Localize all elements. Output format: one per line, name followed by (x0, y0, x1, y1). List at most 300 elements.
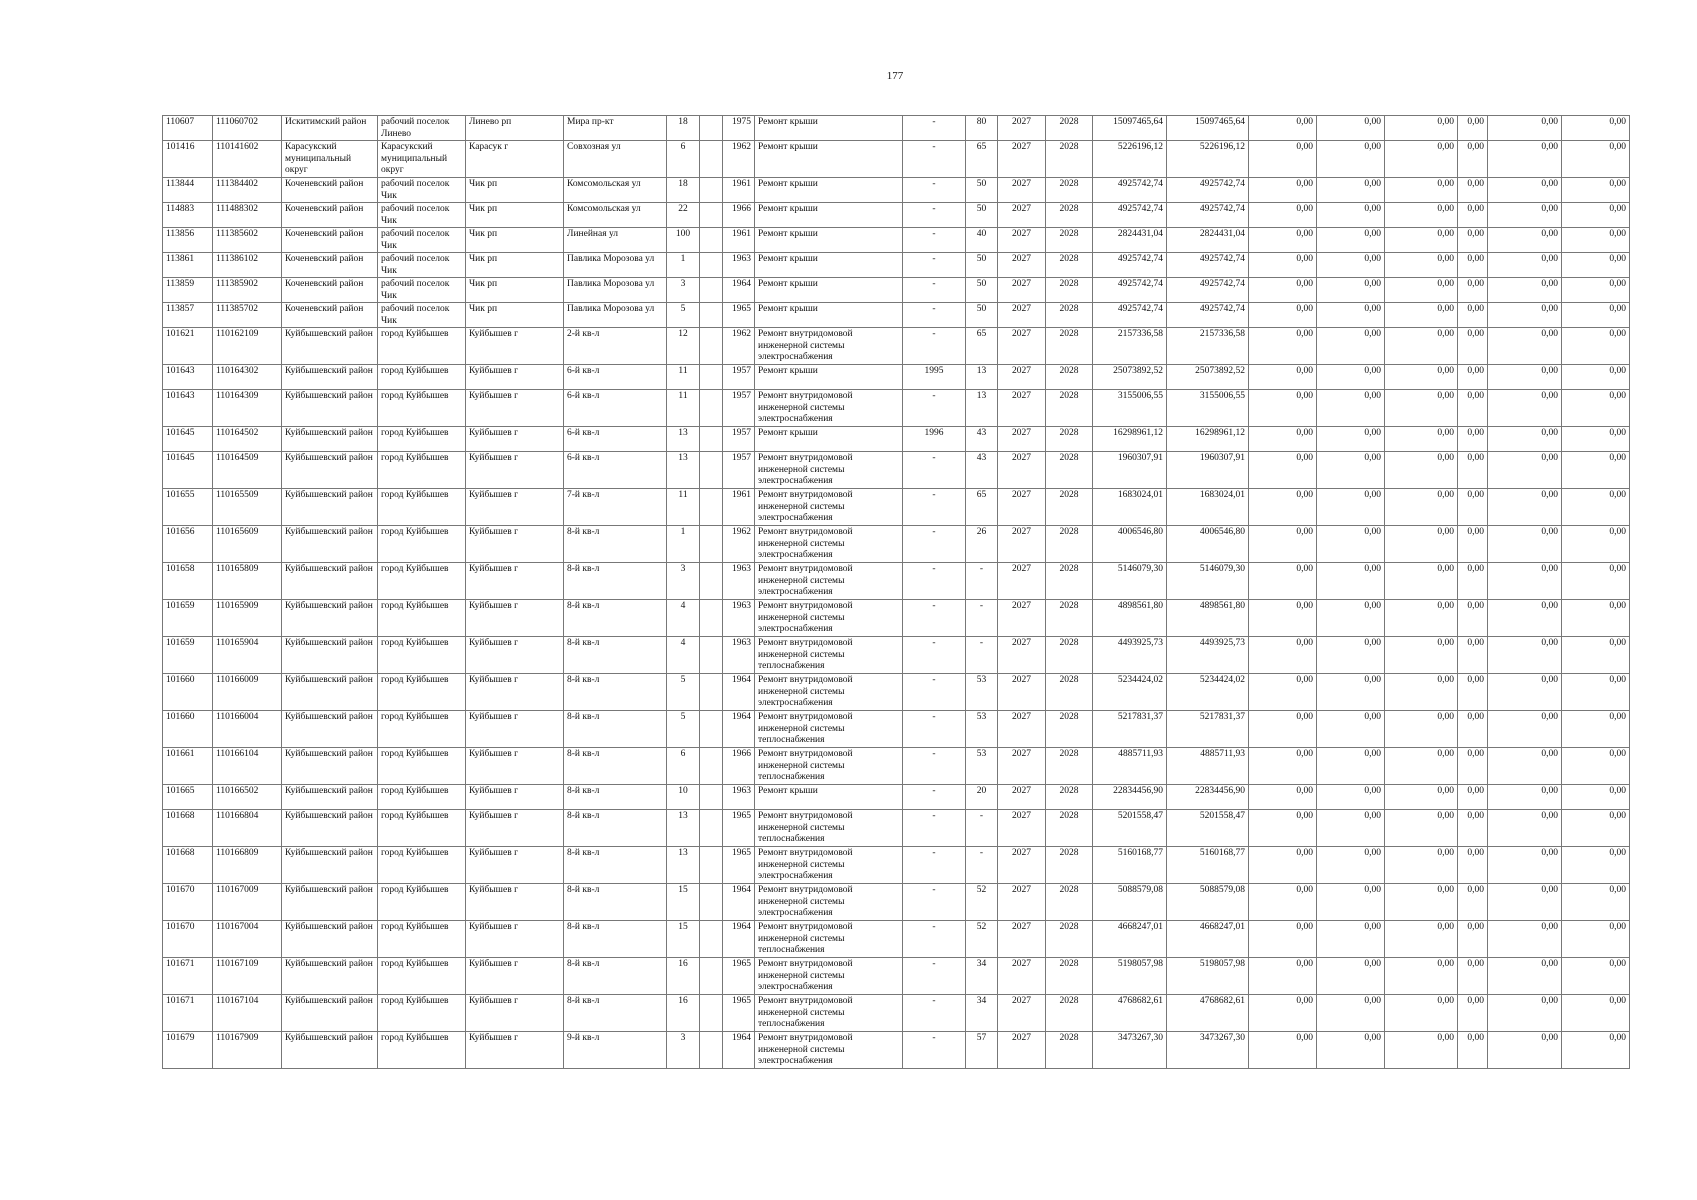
table-cell: 53 (966, 711, 998, 748)
table-cell: - (903, 452, 966, 489)
table-cell: Павлика Морозова ул (564, 278, 667, 303)
table-cell: 0,00 (1488, 884, 1562, 921)
table-cell: 110167109 (213, 958, 282, 995)
table-cell: 2027 (998, 228, 1046, 253)
table-cell: 101416 (163, 141, 213, 178)
table-cell: 2028 (1046, 785, 1093, 810)
table-cell: 0,00 (1317, 847, 1385, 884)
table-cell: 1957 (723, 427, 755, 452)
table-row (163, 489, 1630, 526)
table-cell: Чик рп (466, 278, 564, 303)
table-cell: 0,00 (1562, 303, 1630, 328)
table-cell: 2028 (1046, 141, 1093, 178)
table-cell: Куйбышевский район (282, 748, 378, 785)
table-row (163, 452, 1630, 489)
table-cell: 6-й кв-л (564, 427, 667, 452)
table-cell: 0,00 (1488, 810, 1562, 847)
table-cell: 0,00 (1562, 253, 1630, 278)
table-cell: 0,00 (1385, 328, 1458, 365)
table-cell: 0,00 (1249, 390, 1317, 427)
table-cell: 4006546,80 (1167, 526, 1249, 563)
table-cell: 50 (966, 278, 998, 303)
table-cell (700, 489, 723, 526)
table-cell: 0,00 (1562, 600, 1630, 637)
table-cell: - (903, 328, 966, 365)
table-cell: - (903, 674, 966, 711)
table-cell: 1961 (723, 489, 755, 526)
table-cell: Ремонт внутридомовой инженерной системы электроснабжения (755, 600, 903, 637)
table-cell: 13 (966, 390, 998, 427)
table-cell: 110166809 (213, 847, 282, 884)
table-cell: Куйбышев г (466, 365, 564, 390)
table-cell: Куйбышев г (466, 390, 564, 427)
table-cell: 1964 (723, 1032, 755, 1069)
table-cell: 0,00 (1562, 365, 1630, 390)
table-cell: Чик рп (466, 253, 564, 278)
table-cell: - (966, 847, 998, 884)
table-cell: - (903, 810, 966, 847)
table-cell: 110164509 (213, 452, 282, 489)
table-cell: 0,00 (1562, 958, 1630, 995)
table-body (163, 116, 1630, 1069)
table-cell: 110141602 (213, 141, 282, 178)
table-cell: 113856 (163, 228, 213, 253)
table-cell: 110166502 (213, 785, 282, 810)
table-cell: 1963 (723, 253, 755, 278)
table-cell (700, 711, 723, 748)
table-cell: 3155006,55 (1093, 390, 1167, 427)
table-cell: 2028 (1046, 328, 1093, 365)
table-cell: 1966 (723, 203, 755, 228)
table-cell: Карасукский муниципальный округ (378, 141, 466, 178)
table-cell: 0,00 (1458, 995, 1488, 1032)
table-row (163, 1032, 1630, 1069)
table-cell: 0,00 (1488, 178, 1562, 203)
table-cell: Куйбышевский район (282, 785, 378, 810)
table-cell: Ремонт крыши (755, 178, 903, 203)
table-cell: 1964 (723, 884, 755, 921)
table-cell: Куйбышевский район (282, 390, 378, 427)
table-cell: 2028 (1046, 278, 1093, 303)
table-row (163, 203, 1630, 228)
table-cell: 8-й кв-л (564, 785, 667, 810)
table-cell: 0,00 (1249, 1032, 1317, 1069)
table-cell: 0,00 (1458, 958, 1488, 995)
table-cell: 0,00 (1562, 526, 1630, 563)
table-cell: 15 (667, 921, 700, 958)
table-cell: Ремонт внутридомовой инженерной системы теплоснабжения (755, 810, 903, 847)
table-cell: Чик рп (466, 203, 564, 228)
table-row (163, 253, 1630, 278)
table-cell: 2028 (1046, 1032, 1093, 1069)
table-cell: рабочий поселок Чик (378, 253, 466, 278)
table-cell: 2027 (998, 253, 1046, 278)
table-cell: 4925742,74 (1167, 253, 1249, 278)
table-row (163, 390, 1630, 427)
table-cell: 0,00 (1249, 427, 1317, 452)
table-cell: 0,00 (1317, 884, 1385, 921)
table-cell: 2028 (1046, 253, 1093, 278)
table-cell: рабочий поселок Чик (378, 228, 466, 253)
table-cell: 2027 (998, 203, 1046, 228)
table-cell: Линейная ул (564, 228, 667, 253)
table-cell: 0,00 (1458, 278, 1488, 303)
table-cell: 0,00 (1317, 116, 1385, 141)
table-cell: 0,00 (1562, 810, 1630, 847)
table-cell: 5217831,37 (1167, 711, 1249, 748)
table-cell: 57 (966, 1032, 998, 1069)
table-cell: Куйбышевский район (282, 958, 378, 995)
table-cell: 0,00 (1562, 489, 1630, 526)
table-cell: 1961 (723, 178, 755, 203)
table-cell: 4885711,93 (1167, 748, 1249, 785)
table-cell: 0,00 (1562, 427, 1630, 452)
table-cell: 110166009 (213, 674, 282, 711)
table-cell: 1962 (723, 328, 755, 365)
table-cell: Ремонт внутридомовой инженерной системы теплоснабжения (755, 921, 903, 958)
table-cell: 0,00 (1458, 178, 1488, 203)
table-cell: 0,00 (1317, 637, 1385, 674)
table-cell: 111060702 (213, 116, 282, 141)
table-cell: 2028 (1046, 365, 1093, 390)
table-cell: 1683024,01 (1093, 489, 1167, 526)
table-cell: 0,00 (1249, 995, 1317, 1032)
table-cell: 0,00 (1458, 637, 1488, 674)
table-cell: 5160168,77 (1167, 847, 1249, 884)
table-cell: Ремонт внутридомовой инженерной системы электроснабжения (755, 526, 903, 563)
table-cell: город Куйбышев (378, 884, 466, 921)
table-cell: 0,00 (1458, 452, 1488, 489)
table-cell: 1965 (723, 303, 755, 328)
table-cell: город Куйбышев (378, 563, 466, 600)
table-cell: Куйбышев г (466, 526, 564, 563)
table-cell: 0,00 (1317, 958, 1385, 995)
table-cell: 8-й кв-л (564, 921, 667, 958)
table-cell: 22834456,90 (1093, 785, 1167, 810)
table-cell: - (903, 203, 966, 228)
table-cell: 111488302 (213, 203, 282, 228)
table-cell: рабочий поселок Линево (378, 116, 466, 141)
table-cell: 101661 (163, 748, 213, 785)
table-cell: 0,00 (1458, 1032, 1488, 1069)
table-cell: 0,00 (1458, 141, 1488, 178)
table-cell: 2028 (1046, 526, 1093, 563)
table-cell: Куйбышевский район (282, 452, 378, 489)
table-cell: 2027 (998, 921, 1046, 958)
table-cell: 101659 (163, 600, 213, 637)
table-row (163, 921, 1630, 958)
table-cell: 110165609 (213, 526, 282, 563)
table-cell: 3473267,30 (1093, 1032, 1167, 1069)
table-cell: 15097465,64 (1093, 116, 1167, 141)
table-cell: 2027 (998, 178, 1046, 203)
table-cell: 0,00 (1562, 228, 1630, 253)
table-cell: 2027 (998, 278, 1046, 303)
table-cell: 4925742,74 (1093, 278, 1167, 303)
table-cell: 100 (667, 228, 700, 253)
table-cell: - (903, 958, 966, 995)
table-cell: 110167009 (213, 884, 282, 921)
table-cell: 0,00 (1317, 390, 1385, 427)
table-cell: 0,00 (1562, 995, 1630, 1032)
table-cell: 110607 (163, 116, 213, 141)
table-cell: 113861 (163, 253, 213, 278)
table-cell: 0,00 (1488, 203, 1562, 228)
table-cell: 0,00 (1458, 365, 1488, 390)
table-cell: 0,00 (1488, 847, 1562, 884)
table-row (163, 178, 1630, 203)
table-cell: Коченевский район (282, 303, 378, 328)
table-cell: 4898561,80 (1093, 600, 1167, 637)
page-number: 177 (886, 70, 904, 82)
table-cell: 0,00 (1317, 228, 1385, 253)
table-cell: 0,00 (1385, 748, 1458, 785)
table-cell: 0,00 (1562, 452, 1630, 489)
table-cell: Куйбышев г (466, 711, 564, 748)
table-cell: 111385902 (213, 278, 282, 303)
table-cell: 0,00 (1458, 563, 1488, 600)
table-cell: 1965 (723, 847, 755, 884)
table-cell: 0,00 (1488, 637, 1562, 674)
table-cell: 0,00 (1458, 489, 1488, 526)
table-cell: 0,00 (1385, 785, 1458, 810)
table-cell: город Куйбышев (378, 427, 466, 452)
table-cell: 2027 (998, 116, 1046, 141)
table-cell: 8-й кв-л (564, 958, 667, 995)
table-cell: 0,00 (1385, 995, 1458, 1032)
table-cell: 43 (966, 427, 998, 452)
table-cell: 0,00 (1249, 600, 1317, 637)
table-cell (700, 178, 723, 203)
table-cell: 0,00 (1317, 328, 1385, 365)
table-cell: 4668247,01 (1167, 921, 1249, 958)
table-cell: город Куйбышев (378, 328, 466, 365)
table-cell: 0,00 (1317, 711, 1385, 748)
table-cell: 0,00 (1488, 958, 1562, 995)
table-cell: 0,00 (1562, 711, 1630, 748)
table-cell: 114883 (163, 203, 213, 228)
table-cell: 4768682,61 (1167, 995, 1249, 1032)
table-cell: 15 (667, 884, 700, 921)
table-cell: Ремонт крыши (755, 278, 903, 303)
table-cell: 0,00 (1488, 303, 1562, 328)
table-cell: 0,00 (1488, 278, 1562, 303)
table-cell: 0,00 (1249, 278, 1317, 303)
table-row (163, 427, 1630, 452)
table-cell: город Куйбышев (378, 921, 466, 958)
table-cell: 1975 (723, 116, 755, 141)
table-cell: - (903, 526, 966, 563)
table-cell: 0,00 (1562, 637, 1630, 674)
table-cell: 1957 (723, 452, 755, 489)
table-cell: 8-й кв-л (564, 711, 667, 748)
table-cell: 13 (667, 452, 700, 489)
table-cell: 0,00 (1317, 810, 1385, 847)
table-cell: 101670 (163, 884, 213, 921)
table-cell: 0,00 (1317, 141, 1385, 178)
table-cell: 5234424,02 (1167, 674, 1249, 711)
table-cell: 1965 (723, 810, 755, 847)
table-row (163, 365, 1630, 390)
table-cell: 0,00 (1249, 958, 1317, 995)
table-cell: 2027 (998, 427, 1046, 452)
table-cell (700, 563, 723, 600)
table-cell: Коченевский район (282, 253, 378, 278)
table-cell: 0,00 (1385, 452, 1458, 489)
table-cell: Куйбышевский район (282, 637, 378, 674)
table-cell: - (903, 785, 966, 810)
table-cell: 0,00 (1385, 178, 1458, 203)
table-cell: 0,00 (1249, 921, 1317, 958)
table-cell: 101643 (163, 365, 213, 390)
table-cell: - (903, 847, 966, 884)
table-cell: город Куйбышев (378, 748, 466, 785)
table-cell: 4493925,73 (1167, 637, 1249, 674)
table-cell: - (903, 563, 966, 600)
table-cell: 2027 (998, 365, 1046, 390)
table-cell: 0,00 (1458, 884, 1488, 921)
table-cell: Куйбышев г (466, 785, 564, 810)
table-cell: 0,00 (1562, 116, 1630, 141)
table-cell: 0,00 (1249, 116, 1317, 141)
table-row (163, 116, 1630, 141)
table-cell: 5234424,02 (1093, 674, 1167, 711)
table-row (163, 810, 1630, 847)
table-cell: 6-й кв-л (564, 365, 667, 390)
table-cell: 5198057,98 (1167, 958, 1249, 995)
table-cell: 0,00 (1385, 141, 1458, 178)
table-cell: Куйбышевский район (282, 847, 378, 884)
table-cell: Ремонт внутридомовой инженерной системы электроснабжения (755, 884, 903, 921)
table-cell: 0,00 (1249, 303, 1317, 328)
table-cell: 11 (667, 489, 700, 526)
table-row (163, 328, 1630, 365)
table-cell: 40 (966, 228, 998, 253)
table-cell: 2028 (1046, 995, 1093, 1032)
table-row (163, 600, 1630, 637)
table-cell: 1962 (723, 526, 755, 563)
table-cell: 2028 (1046, 452, 1093, 489)
table-cell: 101656 (163, 526, 213, 563)
table-cell: - (966, 600, 998, 637)
table-cell: Чик рп (466, 303, 564, 328)
table-cell: - (903, 921, 966, 958)
table-cell: 4768682,61 (1093, 995, 1167, 1032)
table-cell: 2157336,58 (1093, 328, 1167, 365)
table-cell: 0,00 (1562, 390, 1630, 427)
table-cell: 2027 (998, 452, 1046, 489)
table-cell: 0,00 (1488, 427, 1562, 452)
table-cell: Куйбышевский район (282, 674, 378, 711)
table-cell: 0,00 (1458, 228, 1488, 253)
table-cell: рабочий поселок Чик (378, 278, 466, 303)
table-cell: Куйбышевский район (282, 921, 378, 958)
table-cell: 0,00 (1488, 995, 1562, 1032)
table-cell: 0,00 (1385, 958, 1458, 995)
table-cell: 0,00 (1385, 921, 1458, 958)
table-cell: Совхозная ул (564, 141, 667, 178)
table-cell: 1960307,91 (1093, 452, 1167, 489)
table-cell: 1963 (723, 637, 755, 674)
table-cell: - (903, 995, 966, 1032)
table-cell: 43 (966, 452, 998, 489)
table-row (163, 748, 1630, 785)
table-cell: Куйбышев г (466, 748, 564, 785)
table-cell: 2027 (998, 328, 1046, 365)
table-cell: 13 (966, 365, 998, 390)
table-cell: 0,00 (1562, 1032, 1630, 1069)
table-cell: 0,00 (1317, 995, 1385, 1032)
table-cell: 0,00 (1249, 785, 1317, 810)
table-cell: Карасукский муниципальный округ (282, 141, 378, 178)
table-cell: Куйбышев г (466, 995, 564, 1032)
table-cell: 0,00 (1249, 253, 1317, 278)
table-cell: 8-й кв-л (564, 748, 667, 785)
table-cell: 16298961,12 (1093, 427, 1167, 452)
table-cell: Ремонт внутридомовой инженерной системы электроснабжения (755, 674, 903, 711)
table-cell: Куйбышевский район (282, 563, 378, 600)
table-cell: Ремонт внутридомовой инженерной системы теплоснабжения (755, 748, 903, 785)
table-cell: 0,00 (1488, 489, 1562, 526)
table-cell: 0,00 (1249, 228, 1317, 253)
table-cell: 0,00 (1317, 365, 1385, 390)
table-cell: 0,00 (1249, 810, 1317, 847)
table-cell: 110165509 (213, 489, 282, 526)
table-cell: 0,00 (1385, 116, 1458, 141)
table-row (163, 674, 1630, 711)
table-cell: 7-й кв-л (564, 489, 667, 526)
table-cell: 2027 (998, 995, 1046, 1032)
table-row (163, 785, 1630, 810)
table-cell: город Куйбышев (378, 1032, 466, 1069)
table-cell: 0,00 (1317, 452, 1385, 489)
table-cell: 110167104 (213, 995, 282, 1032)
table-cell: 0,00 (1562, 563, 1630, 600)
table-cell: Куйбышевский район (282, 328, 378, 365)
table-cell: 4925742,74 (1093, 203, 1167, 228)
table-cell: - (903, 748, 966, 785)
table-cell: Ремонт внутридомовой инженерной системы электроснабжения (755, 847, 903, 884)
table-cell: 5198057,98 (1093, 958, 1167, 995)
table-cell: 0,00 (1249, 748, 1317, 785)
table-cell: 0,00 (1385, 1032, 1458, 1069)
table-cell: 0,00 (1385, 637, 1458, 674)
table-cell: 113844 (163, 178, 213, 203)
table-cell: 4 (667, 637, 700, 674)
table-row (163, 526, 1630, 563)
table-cell (700, 1032, 723, 1069)
table-cell: 2028 (1046, 228, 1093, 253)
table-cell: Коченевский район (282, 228, 378, 253)
table-cell: 0,00 (1488, 141, 1562, 178)
table-row (163, 141, 1630, 178)
table-cell: город Куйбышев (378, 711, 466, 748)
table-cell (700, 748, 723, 785)
table-cell: Куйбышевский район (282, 365, 378, 390)
table-cell: - (903, 600, 966, 637)
table-cell: Куйбышевский район (282, 884, 378, 921)
table-cell: 2028 (1046, 921, 1093, 958)
table-cell: 101660 (163, 711, 213, 748)
table-cell: 110164309 (213, 390, 282, 427)
table-cell: 0,00 (1385, 203, 1458, 228)
table-cell: 0,00 (1458, 785, 1488, 810)
table-cell: 0,00 (1488, 452, 1562, 489)
table-cell: - (903, 489, 966, 526)
table-cell: 5088579,08 (1167, 884, 1249, 921)
table-cell: 0,00 (1562, 178, 1630, 203)
table-cell: Ремонт крыши (755, 228, 903, 253)
